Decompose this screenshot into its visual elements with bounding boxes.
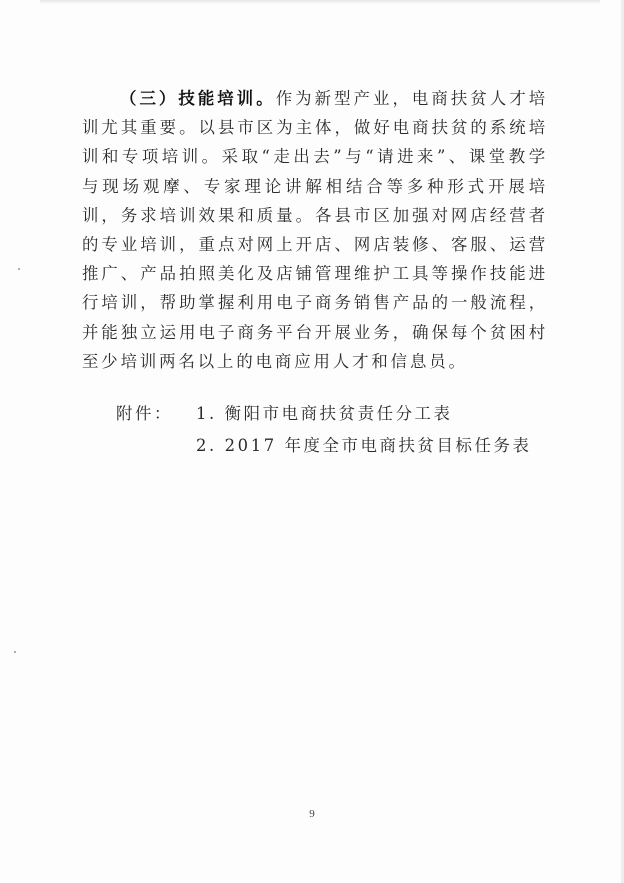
attachments-label: 附件： bbox=[116, 404, 173, 423]
attachment-row bbox=[116, 430, 531, 462]
attachment-item: 2. 2017 年度全市电商扶贫目标任务表 bbox=[196, 436, 532, 455]
page-number: 9 bbox=[309, 808, 315, 820]
section-paragraph bbox=[82, 84, 548, 376]
document-body bbox=[82, 84, 548, 376]
attachment-row bbox=[116, 398, 531, 430]
scan-top-shadow bbox=[40, 0, 600, 4]
attachment-item: 1. 衡阳市电商扶贫责任分工表 bbox=[196, 404, 453, 423]
section-heading: （三）技能培训。 bbox=[120, 89, 276, 108]
attachments-list bbox=[116, 398, 531, 462]
scan-speck bbox=[14, 651, 16, 653]
section-body: 作为新型产业，电商扶贫人才培训尤其重要。以县市区为主体，做好电商扶贫的系统培训和专项培训。采取“走出去”与“请进来”、课堂教学与现场观摩、专家理论讲解相结合等多种形式开展培训，务求培训效果和质量。各县市区加强对网店经营者的专业培训，重点对网上开店、网店装修、客服、运营推广、产品拍照美化及店铺管理维护工具等操作技能进行培训，帮助掌握利用电子商务销售产品的一般流程，并能独立运用电子商务平台开展业务，确保每个贫困村至少培训两名以上的电商应用人才和信息员。 bbox=[82, 89, 548, 371]
scan-speck bbox=[18, 268, 20, 270]
